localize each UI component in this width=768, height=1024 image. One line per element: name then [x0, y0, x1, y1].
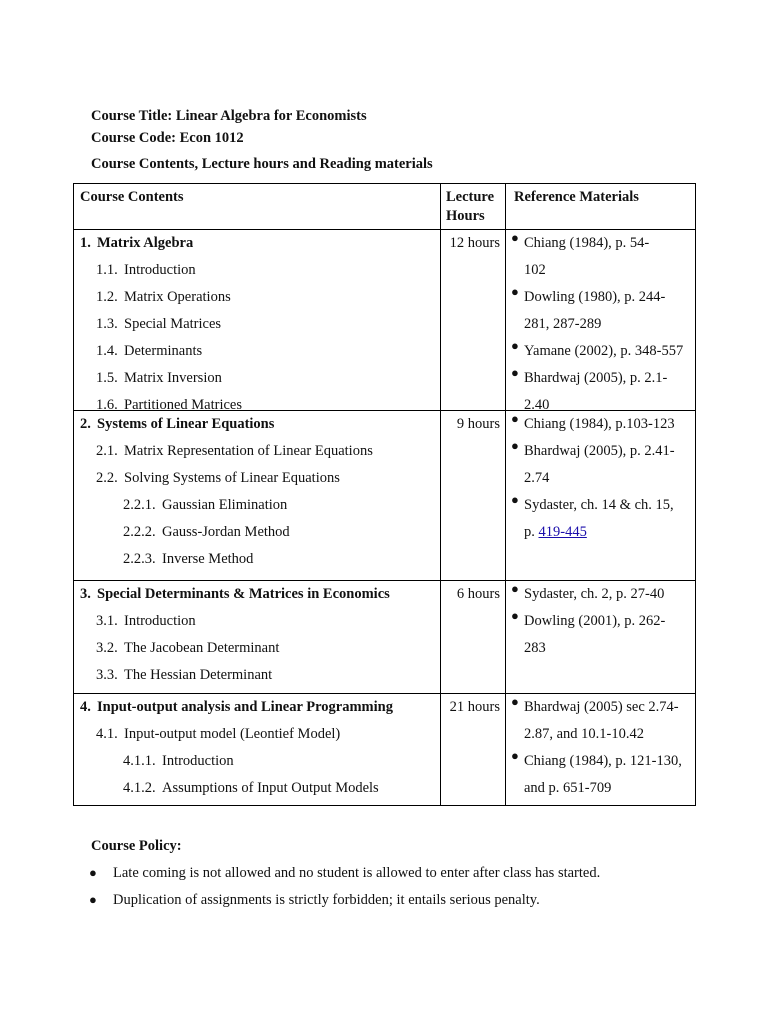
- bullet-icon: ●: [89, 892, 97, 907]
- header-hours-line2: Hours: [446, 208, 485, 224]
- bullet-icon: ●: [511, 230, 519, 245]
- reference-item: ● Chiang (1984), p. 121-130, and p. 651-709: [511, 748, 682, 796]
- section-2-references: [506, 411, 695, 580]
- section-3-hours: 6 hours: [456, 586, 500, 602]
- page-range-link[interactable]: 419-445: [538, 524, 587, 540]
- list-item: 1.5. Matrix Inversion: [96, 370, 222, 386]
- section-3-heading: 3. Special Determinants & Matrices in Economics: [80, 586, 390, 602]
- section-3-contents: [74, 581, 440, 693]
- list-item: 4.1.1. Introduction: [123, 753, 234, 769]
- list-item: 4.1.2. Assumptions of Input Output Models: [123, 780, 379, 796]
- reference-item: ● Dowling (2001), p. 262- 283: [511, 608, 666, 656]
- list-item: 3.1. Introduction: [96, 613, 196, 629]
- reference-item: ● Chiang (1984), p. 54- 102: [511, 230, 650, 278]
- course-table: [73, 183, 696, 806]
- section-4-heading: 4. Input-output analysis and Linear Programming: [80, 699, 393, 715]
- reference-item: ● Bhardwaj (2005), p. 2.1- 2.40: [511, 365, 668, 410]
- list-item: 4.1. Input-output model (Leontief Model): [96, 726, 341, 742]
- bullet-icon: ●: [511, 338, 519, 353]
- section-2-heading: 2. Systems of Linear Equations: [80, 416, 275, 432]
- list-item: 2.2.2. Gauss-Jordan Method: [123, 524, 290, 540]
- list-item: 1.3. Special Matrices: [96, 316, 222, 332]
- list-item: 3.3. The Hessian Determinant: [96, 667, 273, 683]
- bullet-icon: ●: [511, 284, 519, 299]
- course-code: Course Code: Econ 1012: [91, 130, 244, 146]
- list-item: 3.2. The Jacobean Determinant: [96, 640, 280, 656]
- bullet-icon: ●: [511, 581, 519, 596]
- section-1-hours: 12 hours: [449, 235, 500, 251]
- list-item: 2.2.1. Gaussian Elimination: [123, 497, 288, 513]
- reference-item: ● Chiang (1984), p.103-123: [511, 411, 675, 432]
- header-course-contents: Course Contents: [80, 189, 184, 205]
- list-item: 2.1. Matrix Representation of Linear Equations: [96, 443, 373, 459]
- list-item: 2.2.3. Inverse Method: [123, 551, 254, 567]
- bullet-icon: ●: [89, 865, 97, 880]
- section-1-references: [506, 230, 695, 410]
- course-policy-heading: Course Policy:: [91, 838, 182, 854]
- bullet-icon: ●: [511, 694, 519, 709]
- bullet-icon: ●: [511, 365, 519, 380]
- reference-item: ● Sydaster, ch. 14 & ch. 15, p. 419-445: [511, 492, 674, 540]
- table-row: [74, 694, 696, 806]
- reference-item: ● Dowling (1980), p. 244- 281, 287-289: [511, 284, 666, 332]
- bullet-icon: ●: [511, 492, 519, 507]
- section-4-contents: [74, 694, 440, 805]
- header-lecture-hours: [441, 184, 505, 222]
- table-row: [74, 411, 696, 581]
- course-title: Course Title: Linear Algebra for Economists: [91, 108, 367, 124]
- reference-item: ● Bhardwaj (2005) sec 2.74- 2.87, and 10.1-10.42: [511, 694, 679, 742]
- section-3-references: [506, 581, 695, 693]
- section-4-hours: 21 hours: [449, 699, 500, 715]
- list-item: 1.1. Introduction: [96, 262, 196, 278]
- table-header-row: [74, 184, 696, 230]
- section-2-contents: [74, 411, 440, 580]
- reference-item: ● Sydaster, ch. 2, p. 27-40: [511, 581, 665, 602]
- header-reference-materials: Reference Materials: [514, 189, 639, 205]
- list-item: 2.2. Solving Systems of Linear Equations: [96, 470, 340, 486]
- list-item: 1.4. Determinants: [96, 343, 203, 359]
- contents-heading: Course Contents, Lecture hours and Reading materials: [91, 156, 433, 172]
- table-row: [74, 230, 696, 411]
- bullet-icon: ●: [511, 748, 519, 763]
- section-1-contents: [74, 230, 440, 410]
- list-item: 1.2. Matrix Operations: [96, 289, 231, 305]
- section-1-heading: 1. Matrix Algebra: [80, 235, 194, 251]
- bullet-icon: ●: [511, 411, 519, 426]
- list-item: 1.6. Partitioned Matrices: [96, 397, 242, 410]
- header-hours-line1: Lecture: [446, 189, 495, 205]
- bullet-icon: ●: [511, 438, 519, 453]
- reference-item: ● Bhardwaj (2005), p. 2.41- 2.74: [511, 438, 675, 486]
- reference-item: ● Yamane (2002), p. 348-557: [511, 338, 684, 359]
- bullet-icon: ●: [511, 608, 519, 623]
- section-2-hours: 9 hours: [456, 416, 500, 432]
- table-row: [74, 581, 696, 694]
- section-4-references: [506, 694, 695, 805]
